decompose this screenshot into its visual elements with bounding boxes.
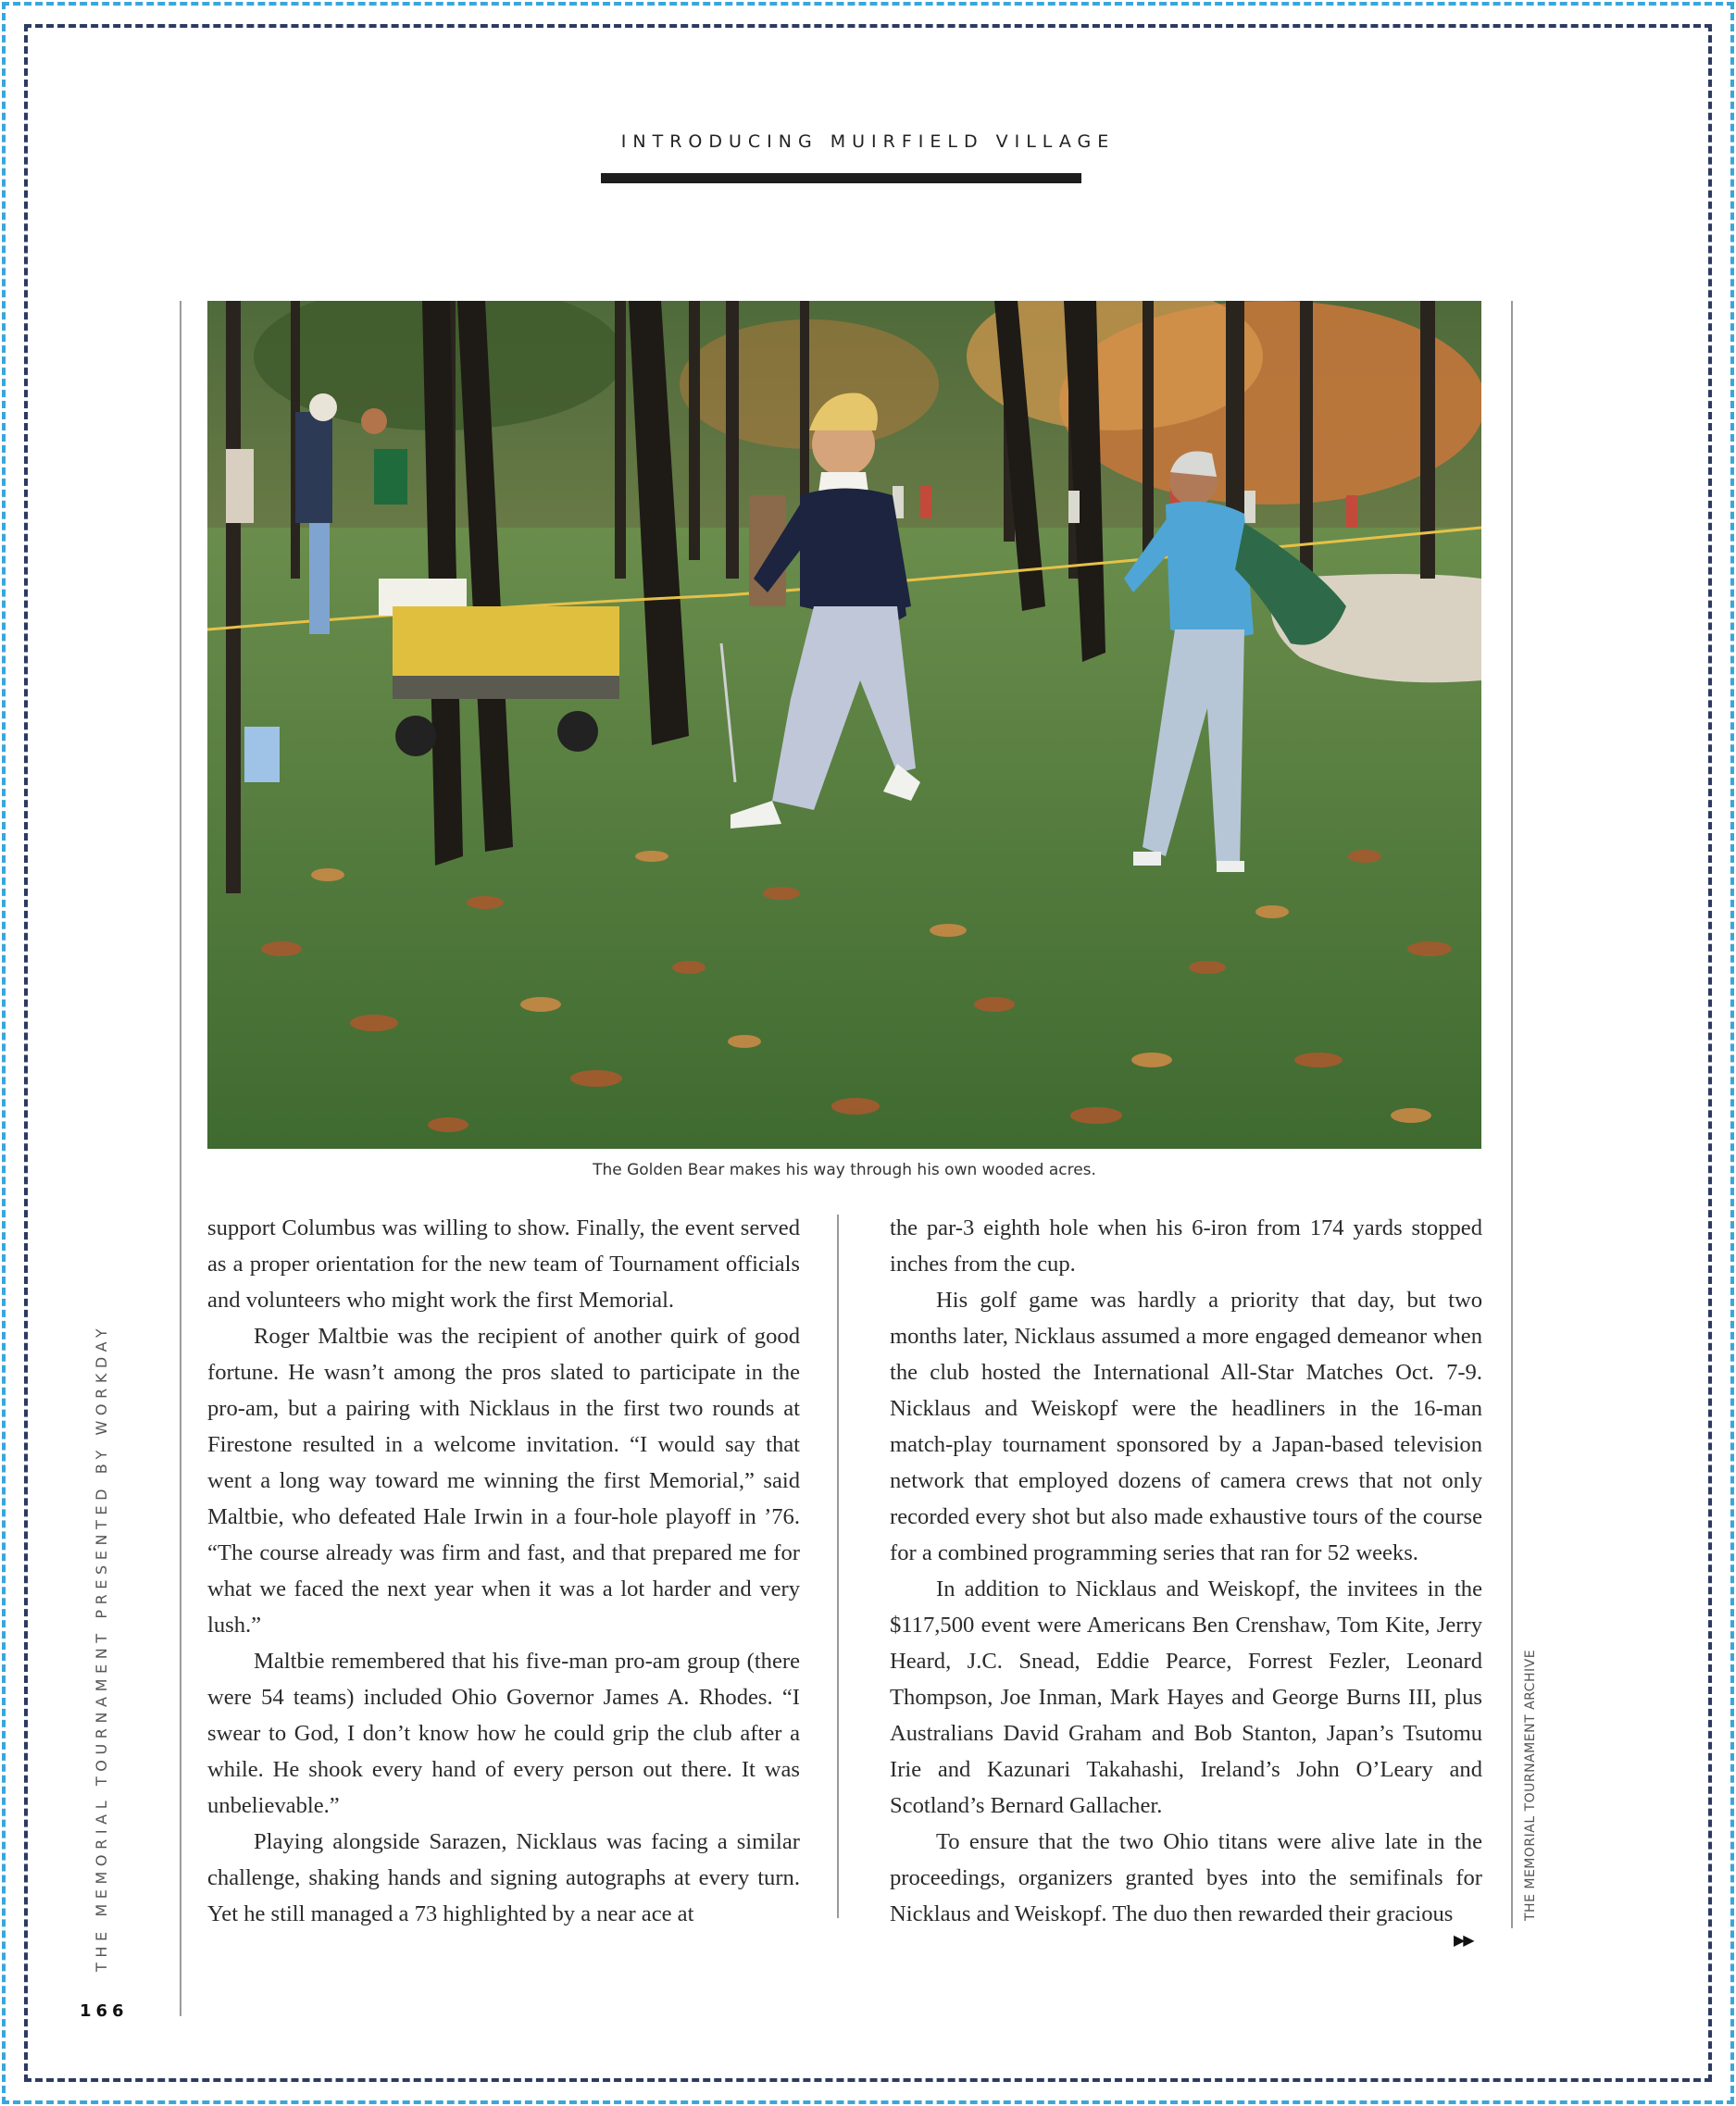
right-margin-rule: [1511, 301, 1513, 1928]
column-divider: [837, 1215, 839, 1918]
section-title: INTRODUCING MUIRFIELD VILLAGE: [620, 131, 1116, 152]
photo-caption: The Golden Bear makes his way through his own wooded acres.: [593, 1161, 1096, 1179]
paragraph: the par-3 eighth hole when his 6-iron from 174 yards stopped inches from the cup.: [890, 1215, 1482, 1277]
running-title-vertical: THE MEMORIAL TOURNAMENT PRESENTED BY WORKDAY: [93, 1323, 110, 1972]
paragraph: To ensure that the two Ohio titans were alive late in the proceedings, organizers granted byes into the semifinals for Nicklaus and Weiskopf. The duo then rewarded their gracious: [890, 1829, 1482, 1926]
continue-arrows-icon: ▶▶: [1454, 1931, 1473, 1949]
paragraph: Roger Maltbie was the recipient of another quirk of good fortune. He wasn’t among the pros slated to participate in the pro-am, but a pairing with Nicklaus in the first two rounds at Firestone resulted in a welcome invitation. “I would say that went a long way toward me winning the first Memorial,” said Maltbie, who defeated Hale Irwin in a four-hole playoff in ’76. “The course already was firm and fast, and that prepared me for what we faced the next year when it was a lot harder and very lush.”: [207, 1324, 800, 1638]
paragraph: Maltbie remembered that his five-man pro-am group (there were 54 teams) included Ohio Governor James A. Rhodes. “I swear to God, I don’t know how he could grip the club after a while. He shook every hand of every person out there. It was unbelievable.”: [207, 1649, 800, 1818]
archive-credit-vertical: THE MEMORIAL TOURNAMENT ARCHIVE: [1523, 1649, 1538, 1921]
header-rule: [601, 173, 1081, 183]
paragraph: support Columbus was willing to show. Finally, the event served as a proper orientation for the new team of Tournament officials and volunteers who might work the first Memorial.: [207, 1215, 800, 1313]
left-margin-rule: [180, 301, 181, 2016]
paragraph: In addition to Nicklaus and Weiskopf, the invitees in the $117,500 event were Americans Ben Crenshaw, Tom Kite, Jerry Heard, J.C. Snead, Eddie Pearce, Forrest Fezler, Leonard Thompson, Joe Inman, Mark Hayes and George Burns III, plus Australians David Graham and Bob Stanton, Japan’s Tsutomu Irie and Kazunari Takahashi, Ireland’s John O’Leary and Scotland’s Bernard Gallacher.: [890, 1576, 1482, 1818]
paragraph: His golf game was hardly a priority that day, but two months later, Nicklaus assumed a more engaged demeanor when the club hosted the International All-Star Matches Oct. 7-9. Nicklaus and Weiskopf were the headliners in the 16-man match-play tournament sponsored by a Japan-based television network that employed dozens of camera crews that not only recorded every shot but also made exhaustive tours of the course for a combined programming series that ran for 52 weeks.: [890, 1288, 1482, 1565]
page-number: 166: [80, 2001, 129, 2021]
paragraph: Playing alongside Sarazen, Nicklaus was facing a similar challenge, shaking hands and signing autographs at every turn. Yet he still managed a 73 highlighted by a near ace at: [207, 1829, 800, 1926]
article-column-left: [207, 1210, 800, 1932]
photo-golfer-in-woods: [207, 301, 1481, 1149]
article-column-right: [890, 1210, 1482, 1932]
